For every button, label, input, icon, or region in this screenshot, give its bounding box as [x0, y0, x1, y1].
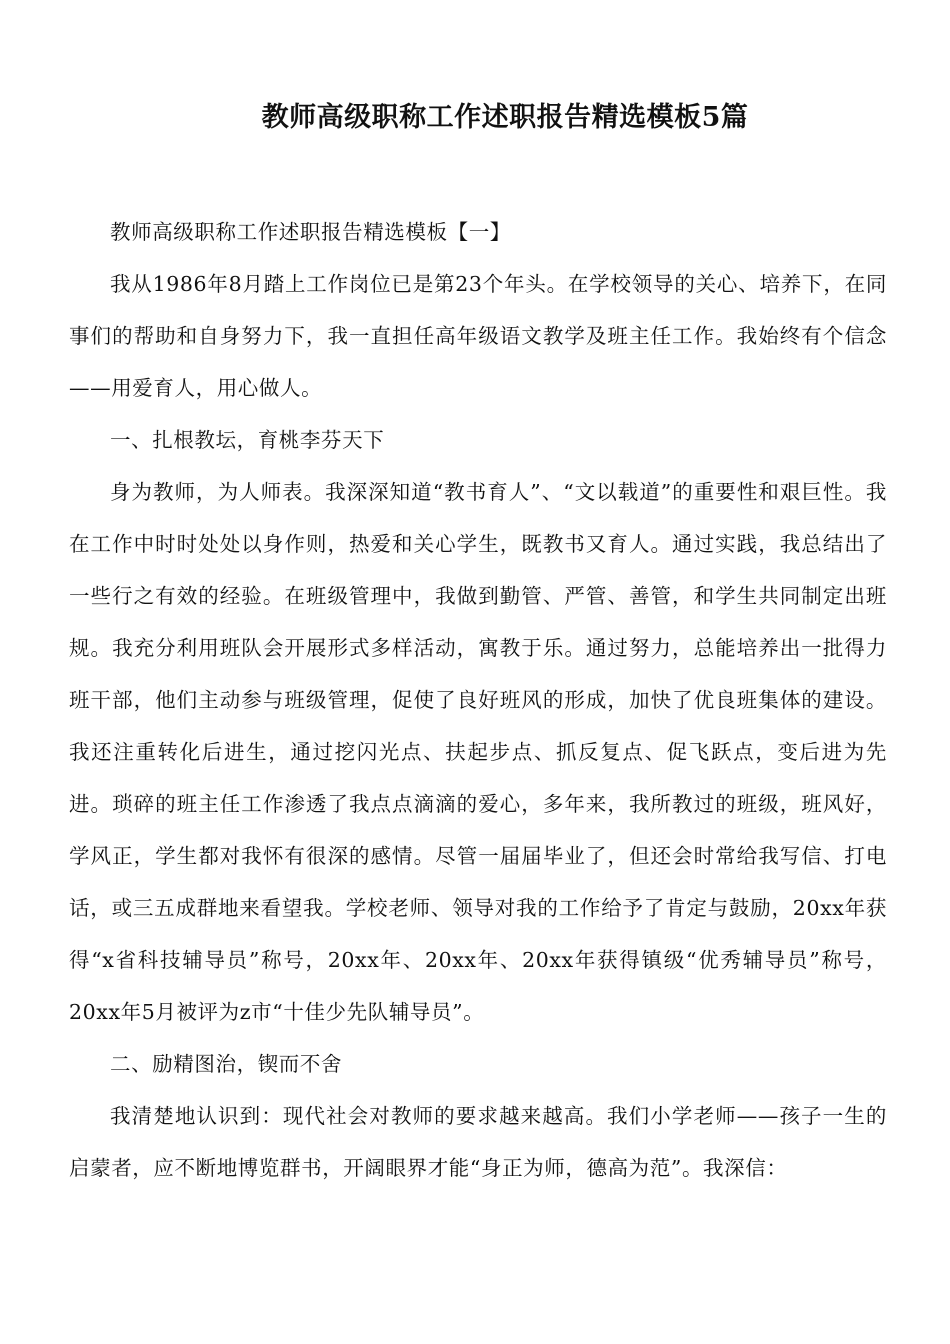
paragraph-learning: 我清楚地认识到：现代社会对教师的要求越来越高。我们小学老师——孩子一生的启蒙者，应不断地博览群书，开阔眼界才能“身正为师，德高为范”。我深信： [69, 1104, 887, 1180]
paragraph-intro: 我从1986年8月踏上工作岗位已是第23个年头。在学校领导的关心、培养下，在同事们的帮助和自身努力下，我一直担任高年级语文教学及班主任工作。我始终有个信念——用爱育人，用心做人。 [69, 272, 887, 400]
section-heading-1: 教师高级职称工作述职报告精选模板【一】 [110, 220, 511, 244]
subheading-2: 二、励精图治，锲而不舍 [110, 1052, 343, 1076]
subheading-1: 一、扎根教坛，育桃李芬天下 [110, 428, 385, 452]
document-title: 教师高级职称工作述职报告精选模板5篇 [261, 102, 749, 133]
paragraph-teaching: 身为教师，为人师表。我深深知道“教书育人”、“文以载道”的重要性和艰巨性。我在工作中时时处处以身作则，热爱和关心学生，既教书又育人。通过实践，我总结出了一些行之有效的经验。在班级管理中，我做到勤管、严管、善管，和学生共同制定出班规。我充分利用班队会开展形式多样活动，寓教于乐。通过努力，总能培养出一批得力班干部，他们主动参与班级管理，促使了良好班风的形成，加快了优良班集体的建设。我还注重转化后进生，通过挖闪光点、扶起步点、抓反复点、促飞跃点，变后进为先进。琐碎的班主任工作渗透了我点点滴滴的爱心，多年来，我所教过的班级，班风好，学风正，学生都对我怀有很深的感情。尽管一届届毕业了，但还会时常给我写信、打电话，或三五成群地来看望我。学校老师、领导对我的工作给予了肯定与鼓励，20xx年获得“x省科技辅导员”称号，20xx年、20xx年、20xx年获得镇级“优秀辅导员”称号，20xx年5月被评为z市“十佳少先队辅导员”。 [69, 480, 887, 1024]
document-body [69, 206, 887, 1194]
